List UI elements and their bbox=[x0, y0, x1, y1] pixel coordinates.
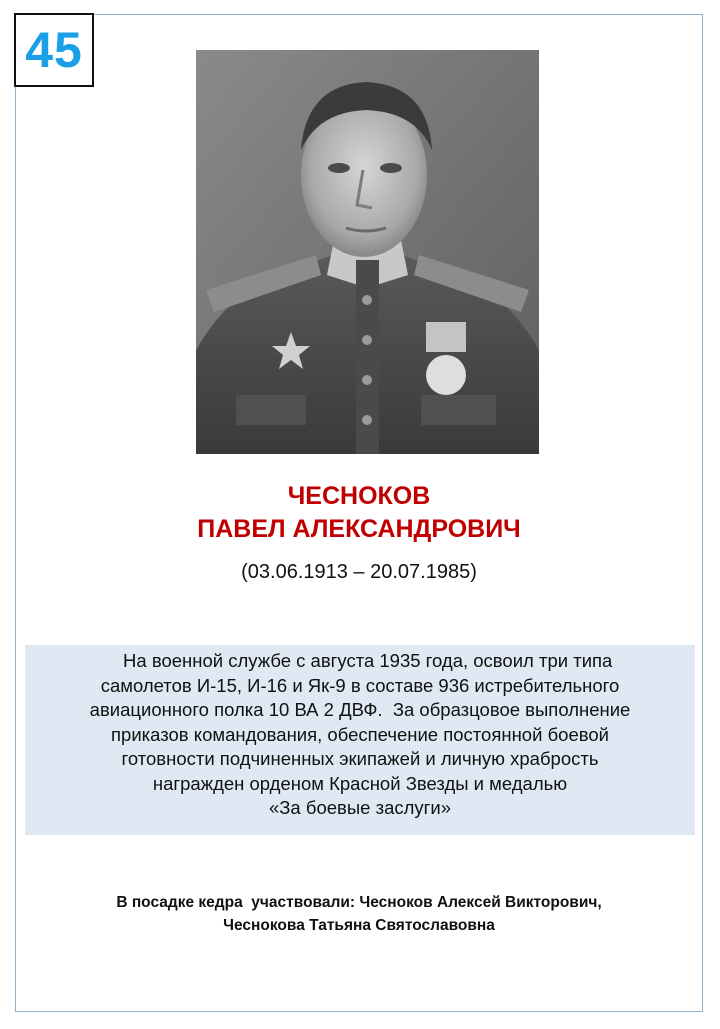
bio-line: На военной службе с августа 1935 года, освоил три типа bbox=[107, 650, 613, 671]
bio-line: готовности подчиненных экипажей и личную храбрость bbox=[121, 748, 599, 769]
bio-line: авиационного полка 10 ВА 2 ДВФ. За образцовое выполнение bbox=[89, 699, 631, 720]
person-life-dates: (03.06.1913 – 20.07.1985) bbox=[241, 561, 477, 583]
card-number-box bbox=[14, 13, 94, 87]
bio-line: самолетов И-15, И-16 и Як-9 в составе 936 истребительного bbox=[100, 674, 620, 696]
portrait-photo bbox=[196, 50, 539, 454]
card-number: 45 bbox=[25, 22, 83, 78]
planting-participants-line-1: В посадке кедра участвовали: Чесноков Алексей Викторович, bbox=[116, 894, 602, 911]
bio-line: «За боевые заслуги» bbox=[268, 797, 452, 818]
person-given-names: ПАВЕЛ АЛЕКСАНДРОВИЧ bbox=[197, 515, 521, 543]
bio-line: приказов командования, обеспечение постоянной боевой bbox=[111, 723, 609, 745]
bio-line: награжден орденом Красной Звезды и медалью bbox=[152, 772, 568, 794]
biography-panel bbox=[25, 645, 695, 835]
planting-participants-line-2: Чеснокова Татьяна Святославовна bbox=[223, 917, 495, 934]
person-surname: ЧЕСНОКОВ bbox=[287, 482, 431, 510]
